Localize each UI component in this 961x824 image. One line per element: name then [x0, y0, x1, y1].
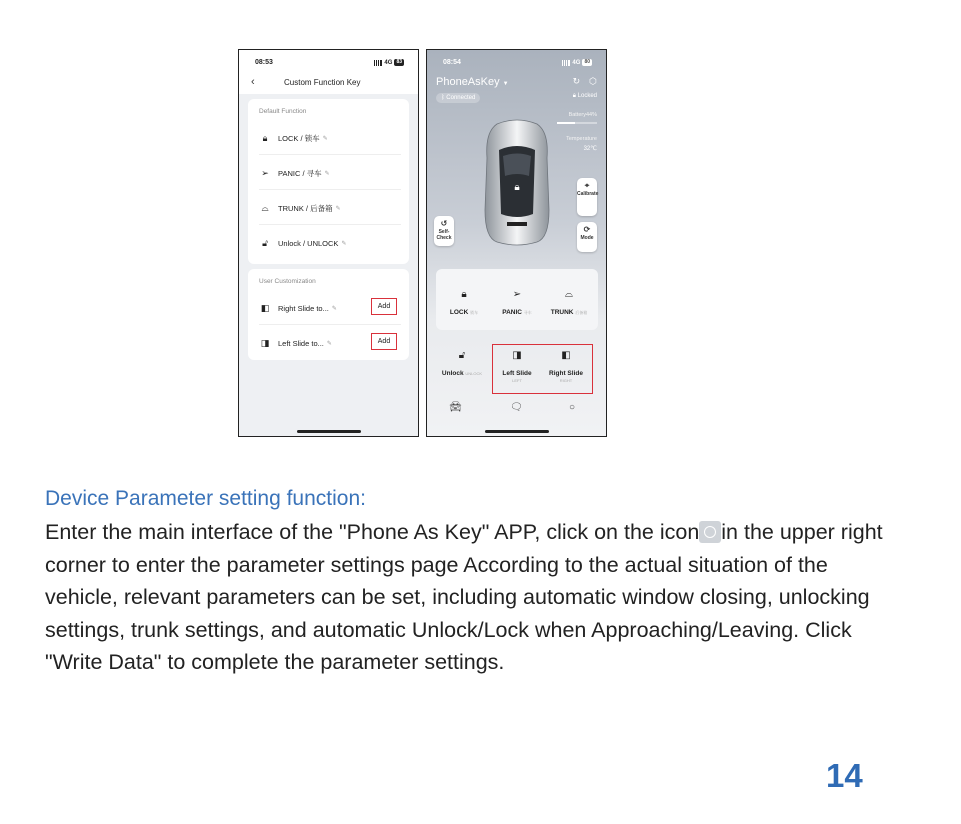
navigation-arrow-icon: ➢: [261, 167, 269, 178]
status-time: 08:54: [443, 59, 461, 66]
edit-icon[interactable]: ✎: [331, 305, 337, 312]
trunk-control[interactable]: [544, 289, 594, 316]
sync-icon: ⟳: [583, 225, 591, 234]
navigation-arrow-icon: ➢: [512, 289, 522, 300]
screen-header: [239, 76, 418, 90]
status-bar: [427, 59, 606, 69]
profile-icon[interactable]: ○: [569, 402, 576, 413]
settings-hexagon-icon[interactable]: ⬡: [589, 76, 597, 86]
section-title: Default Function: [259, 108, 307, 115]
add-right-slide-button[interactable]: Add: [371, 298, 397, 315]
home-indicator: [297, 430, 361, 433]
control-sublabel: 后备箱: [575, 310, 588, 315]
lock-control[interactable]: [439, 289, 489, 316]
temperature-label: Temperature: [566, 136, 597, 142]
status-bar: [239, 59, 418, 69]
refresh-icon[interactable]: ↻: [572, 76, 581, 86]
function-label: Unlock / UNLOCK: [278, 238, 339, 248]
slide-door-left-icon: ◨: [260, 337, 270, 348]
user-customization-card: [248, 269, 409, 360]
control-sublabel: 寻车: [523, 310, 532, 315]
signal-icon: [374, 60, 382, 66]
edit-icon[interactable]: ✎: [326, 340, 332, 347]
unlock-icon: 🔓︎: [262, 237, 268, 248]
custom-function-key-screenshot: [238, 49, 419, 437]
add-left-slide-button[interactable]: Add: [371, 333, 397, 350]
edit-icon[interactable]: ✎: [322, 135, 328, 142]
phone-as-key-main-screenshot: [426, 49, 607, 437]
slide-door-right-icon: ◧: [260, 302, 270, 313]
function-label: TRUNK / 后备箱: [278, 203, 333, 213]
control-label: Unlock: [441, 370, 464, 377]
car-icon[interactable]: 🚘︎: [449, 402, 462, 413]
mode-button[interactable]: [577, 222, 597, 252]
trunk-icon: ⌓: [261, 202, 269, 213]
battery-icon: 83: [396, 59, 402, 65]
crosshair-icon: ⌖: [584, 181, 590, 190]
status-network: [374, 59, 404, 66]
function-row-lock[interactable]: [259, 131, 401, 145]
divider: [259, 154, 401, 155]
signal-icon: [562, 60, 570, 66]
caret-down-icon: ▼: [502, 81, 509, 87]
function-row-unlock[interactable]: [259, 236, 401, 250]
control-label: Right Slide: [549, 370, 583, 377]
calibrate-label: Calibrate: [577, 191, 599, 197]
lock-status: 🔒︎ Locked: [572, 93, 597, 99]
trunk-icon: ⌓: [565, 289, 573, 300]
slide-controls-highlight: [492, 344, 593, 394]
connection-badge: ᛒ Connected: [436, 93, 480, 103]
edit-icon[interactable]: ✎: [341, 240, 347, 247]
bottom-tab-bar: [427, 402, 606, 416]
function-label: PANIC / 寻车: [278, 168, 322, 178]
function-label: Left Slide to...: [278, 338, 324, 348]
function-row-panic[interactable]: [259, 166, 401, 180]
battery-bar: [557, 122, 597, 124]
car-top-view-image: [477, 118, 557, 246]
control-label: LOCK: [449, 309, 469, 316]
control-sublabel: UNLOCK: [465, 371, 483, 376]
control-label: Left Slide: [502, 370, 532, 377]
function-label: LOCK / 锁车: [278, 133, 320, 143]
app-title-text: PhoneAsKey: [436, 76, 500, 88]
edit-icon[interactable]: ✎: [335, 205, 341, 212]
function-label: Right Slide to...: [278, 303, 329, 313]
calibrate-button[interactable]: [577, 178, 597, 216]
self-check-label: Self-Check: [436, 229, 452, 241]
unlock-control[interactable]: [437, 350, 487, 377]
connection-status: Connected: [446, 95, 476, 101]
page-number: 14: [826, 757, 863, 794]
body-text-part1: Enter the main interface of the "Phone As Key" APP, click on the icon: [45, 520, 700, 544]
edit-icon[interactable]: ✎: [324, 170, 330, 177]
lock-icon: 🔒︎: [262, 132, 268, 143]
divider: [259, 324, 401, 325]
chevron-left-icon[interactable]: ‹: [251, 76, 255, 88]
self-check-icon: ↺: [440, 219, 448, 228]
app-title[interactable]: [436, 76, 509, 88]
self-check-button[interactable]: [434, 216, 454, 246]
default-function-card: [248, 99, 409, 264]
control-sublabel: RIGHT: [559, 378, 573, 383]
body-text-part2: in the upper right corner to enter the parameter settings page According to the actual situation of the vehicle, relevant parameters can be set, including automatic window closing, unlocking settings, trunk settings, and automatic Unlock/Lock when Approaching/Leaving. Click "Write Data" to complete the parameter settings.: [45, 520, 883, 674]
lock-icon: 🔒︎: [461, 289, 467, 300]
control-label: PANIC: [502, 309, 522, 316]
message-icon[interactable]: 🗨︎: [510, 402, 523, 413]
section-heading: Device Parameter setting function:: [45, 487, 366, 510]
home-indicator: [485, 430, 549, 433]
mode-label: Mode: [580, 235, 594, 241]
battery-bar-fill: [557, 122, 575, 124]
status-time: 08:53: [255, 59, 273, 66]
header-icons: [573, 76, 597, 87]
status-network: [562, 59, 592, 66]
control-label: TRUNK: [550, 309, 574, 316]
svg-text:🔒︎: 🔒︎: [514, 182, 520, 193]
body-paragraph: [45, 516, 905, 679]
control-sublabel: 锁车: [470, 310, 479, 315]
battery-label: Battery44%: [568, 112, 597, 118]
slide-door-left-icon: ◨: [512, 350, 522, 361]
network-type: 4G: [384, 59, 393, 66]
section-title: User Customization: [259, 278, 316, 285]
divider: [259, 189, 401, 190]
lock-status-text: Locked: [577, 93, 597, 99]
control-sublabel: LEFT: [512, 378, 522, 383]
settings-hexagon-icon: [699, 521, 721, 543]
divider: [259, 224, 401, 225]
temperature-value: 32℃: [583, 146, 597, 152]
battery-icon: 80: [584, 59, 590, 65]
slide-door-right-icon: ◧: [561, 350, 571, 361]
page-title: Custom Function Key: [284, 78, 361, 87]
panic-control[interactable]: [492, 289, 542, 316]
unlock-icon: 🔓︎: [458, 350, 466, 361]
function-row-trunk[interactable]: [259, 201, 401, 215]
network-type: 4G: [572, 59, 581, 66]
